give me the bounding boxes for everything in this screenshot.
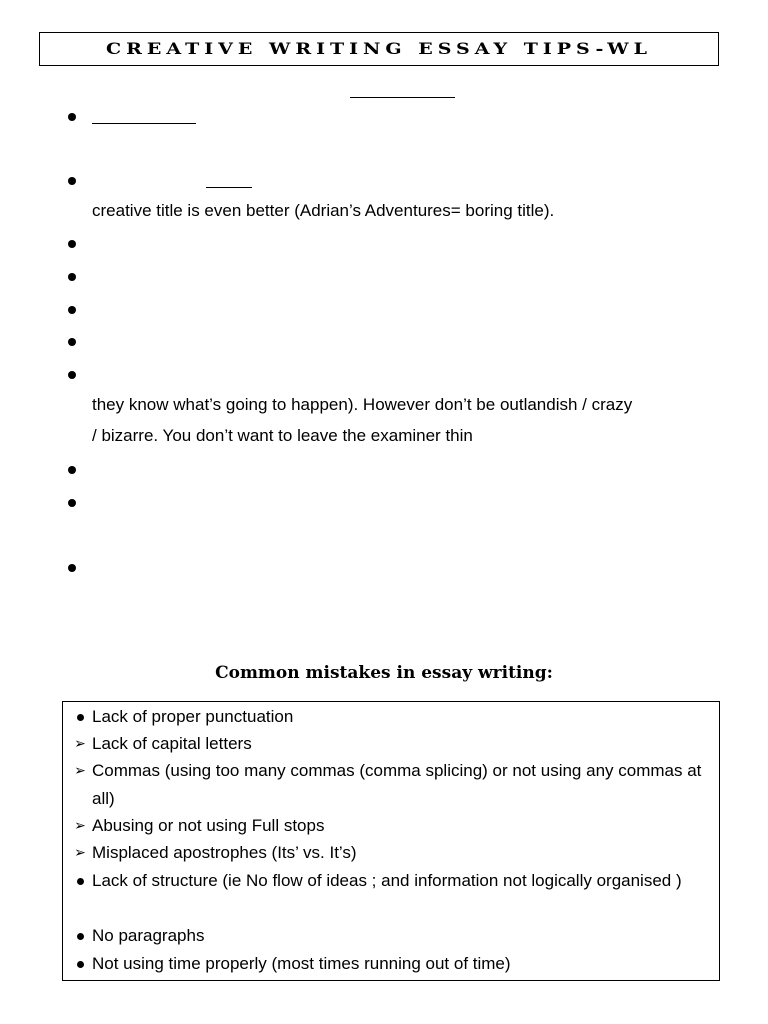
round-bullet-icon — [71, 867, 89, 895]
round-bullet-icon — [71, 703, 89, 731]
list-item-text: Not using time properly (most times running out of time) — [92, 954, 511, 973]
tip-ending-line-2: / bizarre. You don’t want to leave the examiner thin — [92, 426, 473, 445]
tip-ending-line-1: they know what’s going to happen). However don’t be outlandish / crazy — [92, 395, 633, 414]
arrowhead-bullet-icon: ➢ — [74, 763, 86, 779]
tip-bullet-icon — [68, 564, 76, 572]
tip-bullet-icon — [68, 338, 76, 346]
document-title: CREATIVE WRITING ESSAY TIPS-WL — [106, 39, 652, 59]
list-item-text: Misplaced apostrophes (Its’ vs. It’s) — [92, 843, 357, 862]
blank-underline-tip-1 — [92, 123, 196, 124]
list-item-text: Abusing or not using Full stops — [92, 816, 325, 835]
arrowhead-bullet-icon: ➢ — [74, 818, 86, 834]
round-bullet-icon — [71, 922, 89, 950]
mistakes-heading: Common mistakes in essay writing: — [215, 663, 553, 683]
list-item-text: No paragraphs — [92, 926, 205, 945]
mistakes-box — [62, 701, 720, 981]
tip-bullet-icon — [68, 177, 76, 185]
title-box — [39, 32, 719, 66]
round-bullet-icon — [71, 950, 89, 978]
list-item-text: Commas (using too many commas (comma splicing) or not using any commas at all) — [92, 761, 702, 808]
tip-bullet-icon — [68, 499, 76, 507]
tip-title-line: creative title is even better (Adrian’s Adventures= boring title). — [92, 201, 555, 220]
list-item-text: Lack of proper punctuation — [92, 707, 294, 726]
tip-bullet-icon — [68, 113, 76, 121]
tip-bullet-icon — [68, 371, 76, 379]
list-item-text: Lack of capital letters — [92, 734, 252, 753]
list-item-text: Lack of structure (ie No flow of ideas ; and information not logically organised ) — [92, 871, 682, 890]
arrowhead-bullet-icon: ➢ — [74, 845, 86, 861]
tip-bullet-icon — [68, 240, 76, 248]
tip-bullet-icon — [68, 466, 76, 474]
tip-bullet-icon — [68, 306, 76, 314]
tip-bullet-icon — [68, 273, 76, 281]
blank-underline-heading — [350, 97, 455, 98]
arrowhead-bullet-icon: ➢ — [74, 736, 86, 752]
blank-underline-tip-2 — [206, 187, 252, 188]
